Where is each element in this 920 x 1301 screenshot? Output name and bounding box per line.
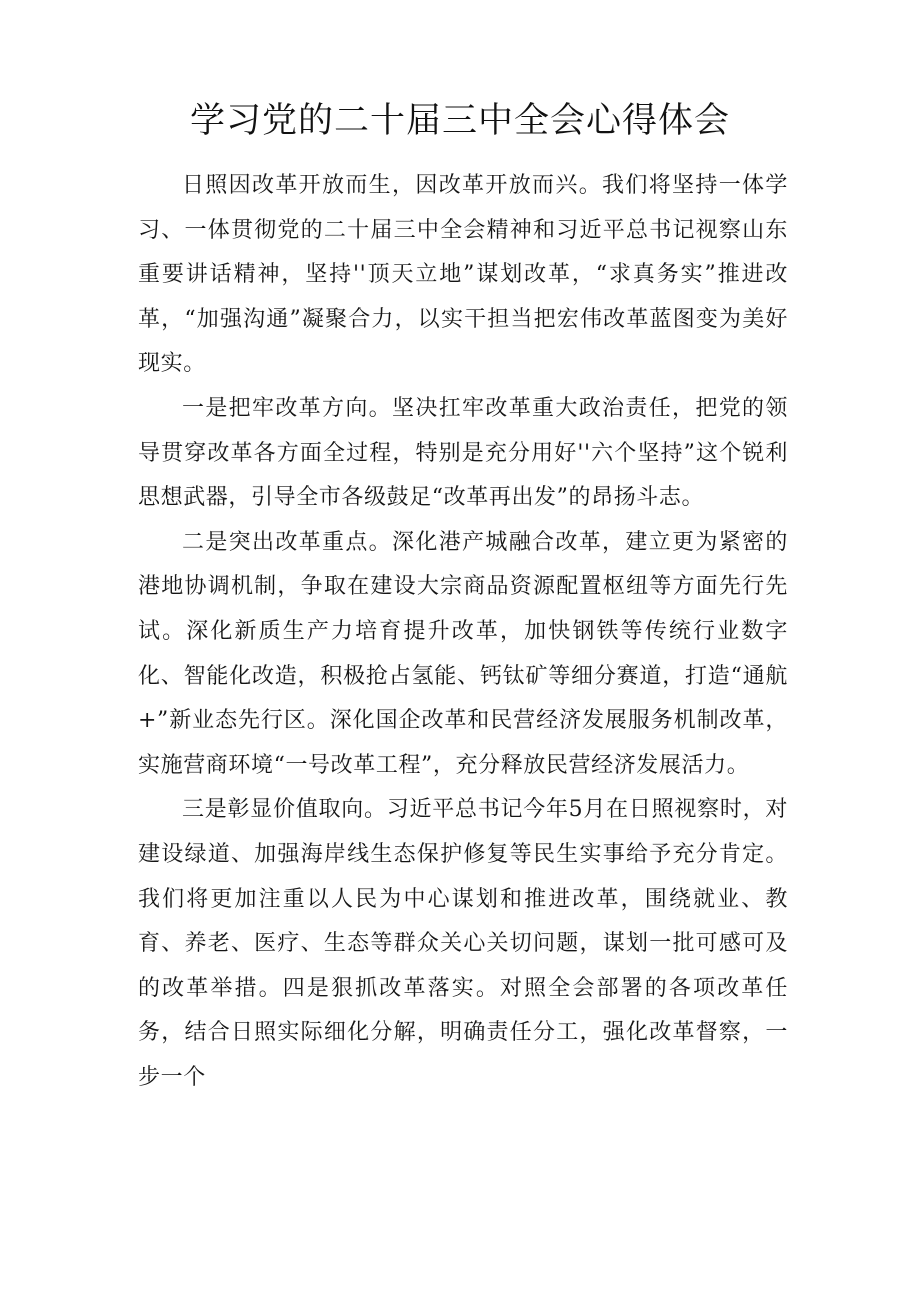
paragraph-point-three: 三是彰显价值取向。习近平总书记今年5月在日照视察时，对建设绿道、加强海岸线生态保护修复等民生实事给予充分肯定。我们将更加注重以人民为中心谋划和推进改革，围绕就业、教育、养老、医疗、生态等群众关心关切问题，谋划一批可感可及的改革举措。四是狠抓改革落实。对照全会部署的各项改革任务，结合日照实际细化分解，明确责任分工，强化改革督察，一步一个 [138,797,788,1090]
paragraph-intro: 日照因改革开放而生，因改革开放而兴。我们将坚持一体学习、一体贯彻党的二十届三中全会精神和习近平总书记视察山东重要讲话精神，坚持''顶天立地”谋划改革，“求真务实”推进改革，“加强沟通”凝聚合力，以实干担当把宏伟改革蓝图变为美好现实。 [138,173,788,377]
document-body [138,164,788,1100]
paragraph-point-one: 一是把牢改革方向。坚决扛牢改革重大政治责任，把党的领导贯穿改革各方面全过程，特别是充分用好''六个坚持”这个锐利思想武器，引导全市各级鼓足“改革再出发”的昂扬斗志。 [138,395,788,511]
paragraph-point-two: 二是突出改革重点。深化港产城融合改革，建立更为紧密的港地协调机制，争取在建设大宗商品资源配置枢纽等方面先行先试。深化新质生产力培育提升改革，加快钢铁等传统行业数字化、智能化改造，积极抢占氢能、钙钛矿等细分赛道，打造“通航+”新业态先行区。深化国企改革和民营经济发展服务机制改革，实施营商环境“一号改革工程”，充分释放民营经济发展活力。 [138,529,788,778]
document-title: 学习党的二十届三中全会心得体会 [189,101,730,141]
